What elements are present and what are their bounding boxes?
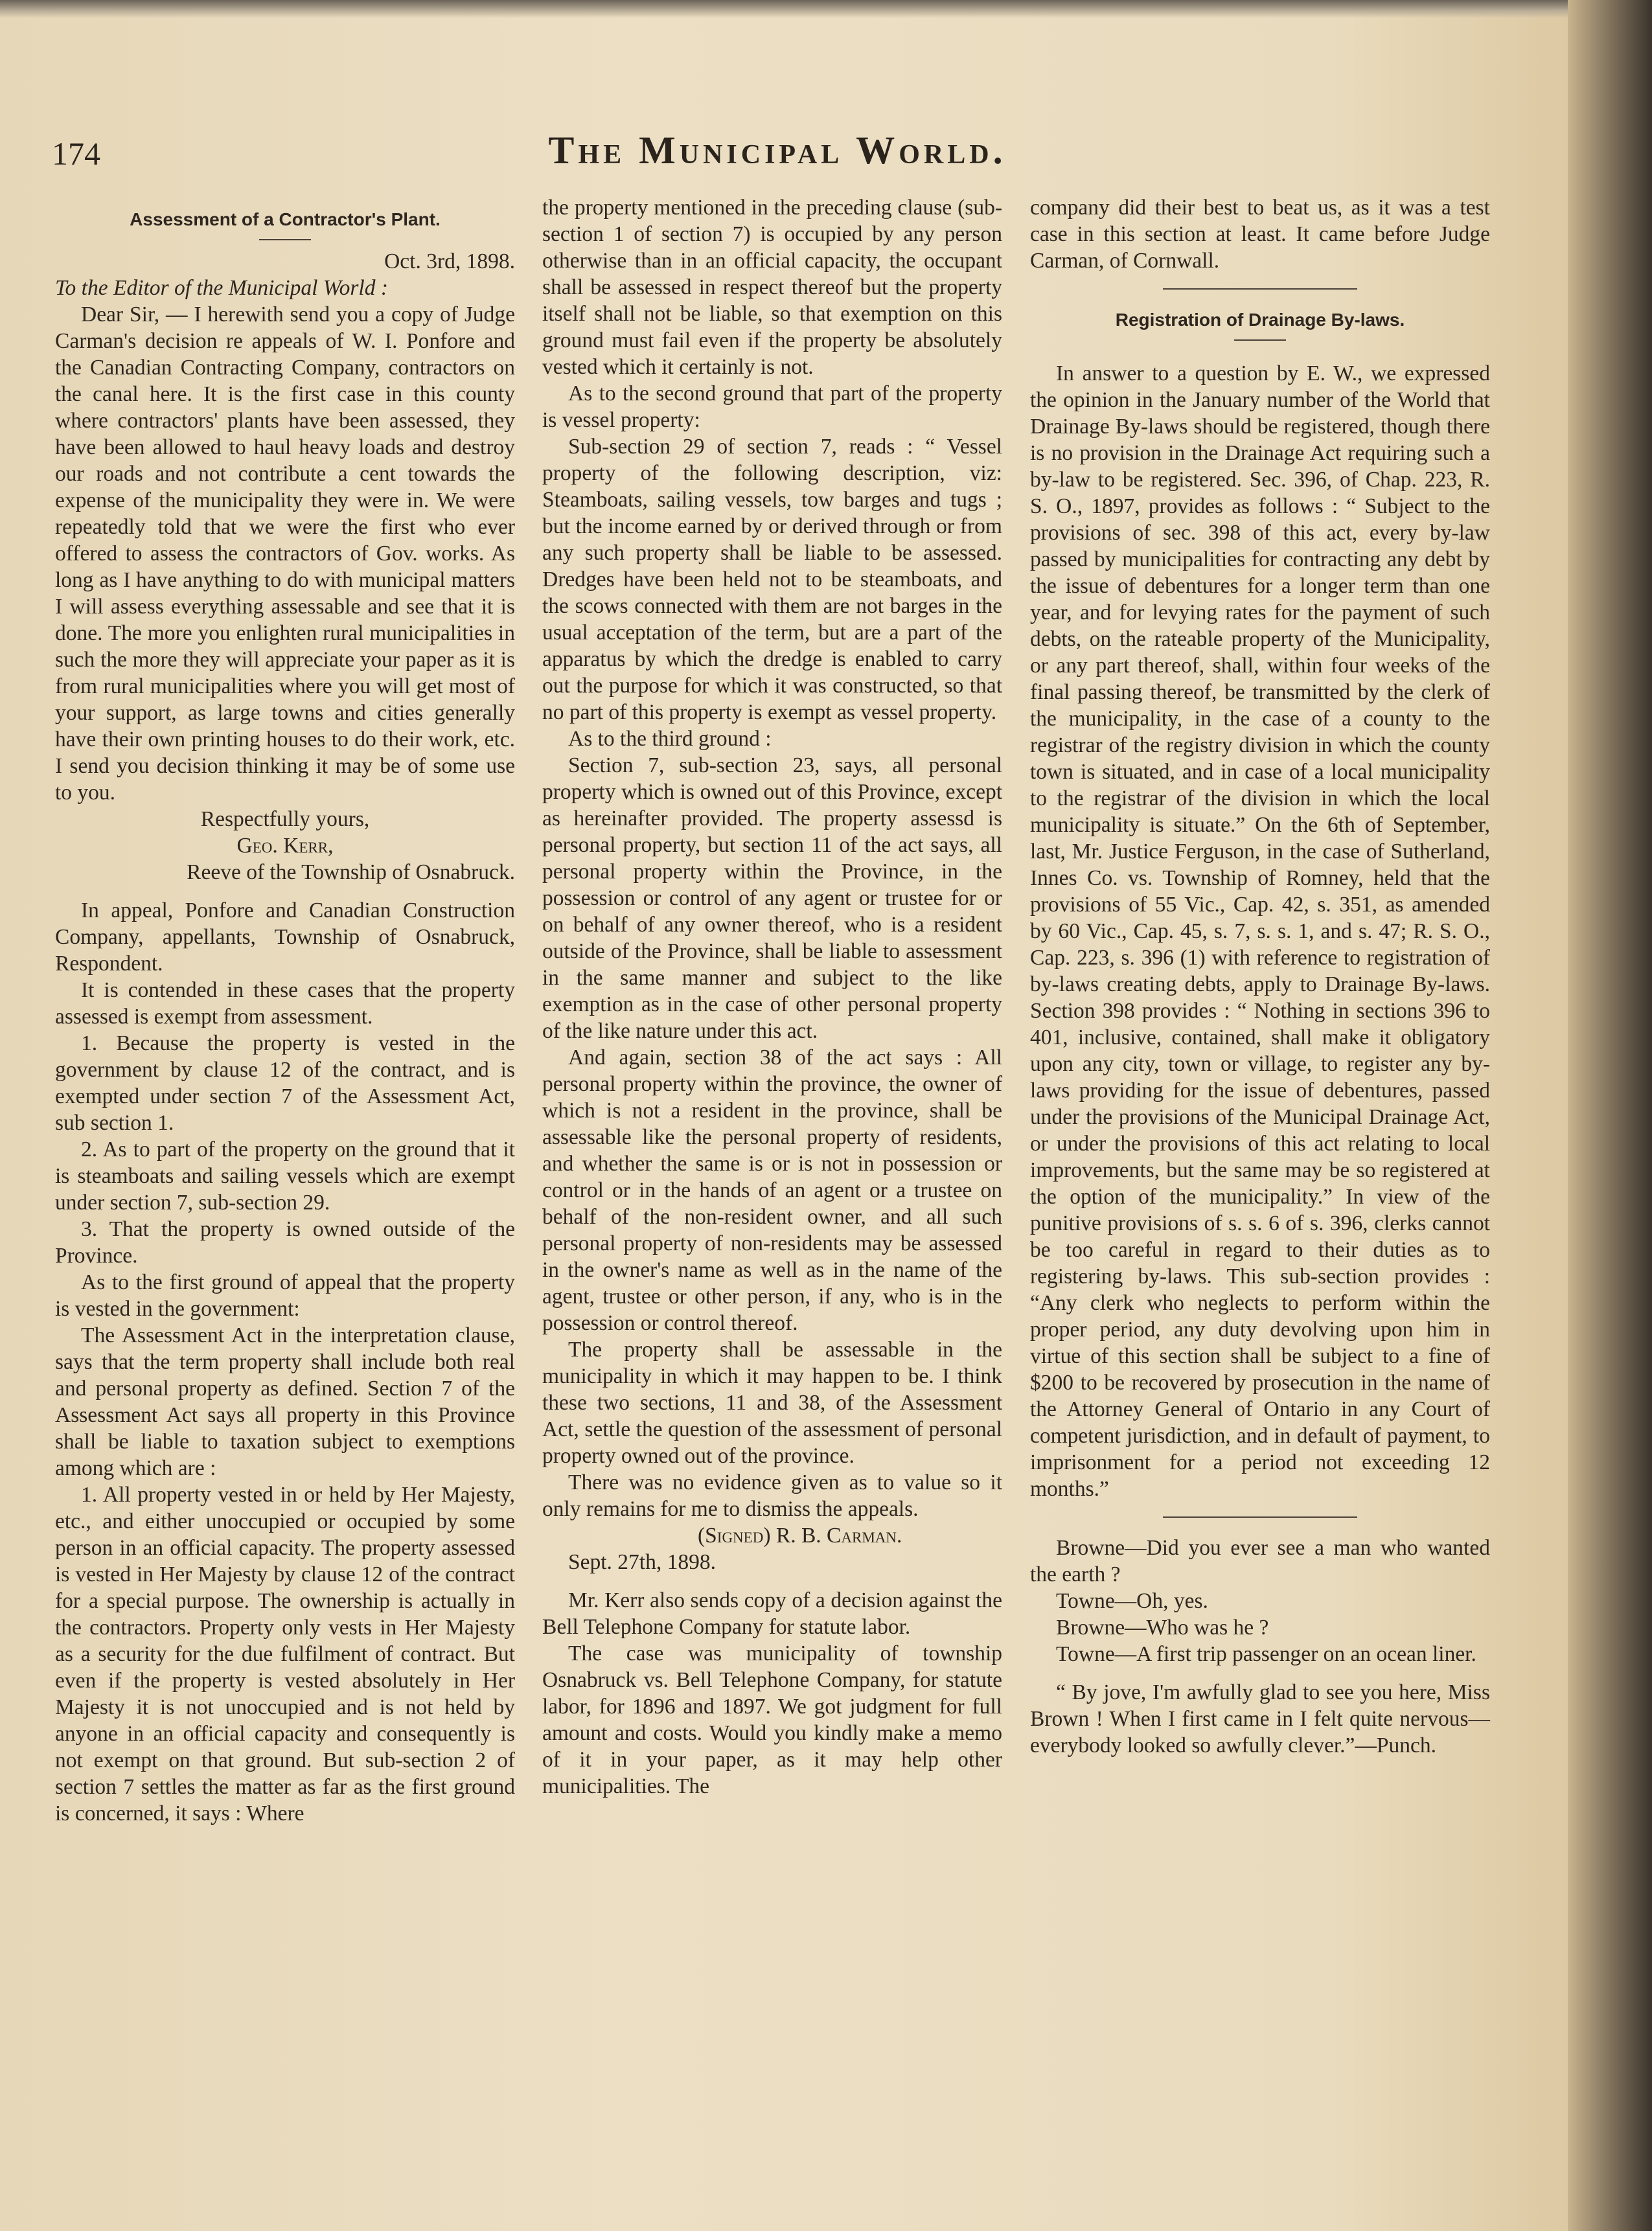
paragraph: The property shall be assessable in the municipality in which it may happen to be. I think these two sections, 11 and 38, of the Assessment Act, settle the question of the assessment of personal property owned out of the province. [542, 1338, 1002, 1468]
paragraph: As to the first ground of appeal that the property is vested in the government: [55, 1270, 515, 1321]
paragraph: 2. As to part of the property on the ground that it is steamboats and sailing vessels which are exempt under section 7, sub-section 29. [55, 1138, 515, 1215]
article-columns [55, 194, 1506, 2177]
column-1 [55, 194, 515, 1827]
paragraph: And again, section 38 of the act says : All personal property within the province, the owner of which is not a resident in the province, shall be assessable like the personal property of residents, and whether the same is or is not in possession or control or in the hands of an agent or a trustee on behalf of the non-resident owner, and all such personal property of non-residents may be assessed in the owner's name as well as in the name of the agent, trustee or other person, if any, who is in the possession or control thereof. [542, 1046, 1002, 1335]
page-header [52, 123, 1503, 181]
masthead-title: The Municipal World. [548, 129, 1007, 172]
letter-date: Oct. 3rd, 1898. [384, 249, 515, 273]
spacer [1030, 349, 1490, 360]
letter-body: Dear Sir, — I herewith send you a copy of Judge Carman's decision re appeals of W. I. Ponfore and the Canadian Contracting Company, contractors on the canal here. It is the first case in this county where contractors' plants have been assessed, they have been allowed to haul heavy loads and destroy our roads and not contribute a cent towards the expense of the municipality they were in. We were repeatedly told that we were the first who ever offered to assess the contractors of Gov. works. As long as I have anything to do with municipal matters I will assess everything assessable and see that it is done. The more you enlighten rural municipalities in such the more they will appreciate your paper as it is from rural municipalities where you will get most of your support, as large towns and cities generally have their own printing houses to do their work, etc. I send you decision thinking it may be of some use to you. [55, 303, 515, 805]
column-2 [542, 194, 1002, 1800]
joke-line: Towne—A first trip passenger on an ocean liner. [1056, 1642, 1476, 1666]
paragraph: As to the third ground : [568, 727, 772, 751]
spacer [1030, 1667, 1490, 1679]
paragraph: 1. All property vested in or held by Her Majesty, etc., and either unoccupied or occupied by some person in an official capacity. The property assessed is vested in Her Majesty by clause 12 of the contract for a special purpose. The ownership is actually in the contractors. Property only vests in Her Majesty as a security for the due fulfilment of contract. But even if the property is vested absolutely in Her Majesty it is not unoccupied and is not held by anyone in an official capacity and consequently is not exempt on that ground. But sub-section 2 of section 7 settles the matter as far as the first ground is concerned, it says : Where [55, 1483, 515, 1825]
letter-signer-title: Reeve of the Township of Osnabruck. [187, 860, 515, 884]
joke-line: Browne—Who was he ? [1056, 1616, 1269, 1640]
letter-signer: Geo. Kerr, [236, 834, 334, 858]
paragraph: the property mentioned in the preceding clause (sub-section 1 of section 7) is occupied by any person otherwise than in an official capacity, the occupant shall be assessed in respect thereof but the property itself shall not be liable, so that exemption on this ground must fail even if the property be absolutely vested which it certainly is not. [542, 196, 1002, 379]
heading-divider [1234, 339, 1286, 341]
section-divider [1163, 1516, 1357, 1518]
joke-line: “ By jove, I'm awfully glad to see you here, Miss Brown ! When I first came in I felt quite nervous—everybody looked so awfully clever.”—Punch. [1030, 1680, 1490, 1757]
column-3 [1030, 194, 1490, 1759]
article-heading-drainage-bylaws: Registration of Drainage By-laws. [1115, 310, 1405, 330]
paragraph: company did their best to beat us, as it was a test case in this section at least. It came before Judge Carman, of Cornwall. [1030, 196, 1490, 273]
paragraph: The case was municipality of township Osnabruck vs. Bell Telephone Company, for statute labor, for 1896 and 1897. We got judgment for full amount and costs. Would you kindly make a memo of it in your paper, as it may help other municipalities. The [542, 1642, 1002, 1798]
paragraph: Mr. Kerr also sends copy of a decision against the Bell Telephone Company for statute labor. [542, 1588, 1002, 1639]
heading-divider [259, 239, 311, 240]
paragraph: In answer to a question by E. W., we expressed the opinion in the January number of the World that Drainage By-laws should be registered, though there is no provision in the Drainage Act requiring such a by-law to be registered. Sec. 396, of Chap. 223, R. S. O., 1897, provides as follows : “ Subject to the provisions of sec. 398 of this act, every by-law passed by municipalities for contracting any debt by the issue of debentures for a longer term than one year, and for levying rates for the payment of such debts, on the rateable property of the Municipality, or any part thereof, shall, within four weeks of the final passing thereof, be transmitted by the clerk of the municipality, in the case of a county to the registrar of the registry division in which the county town is situated, and in case of a local municipality to the registrar of the division in which the local municipality is situate.” On the 6th of September, last, Mr. Justice Ferguson, in the case of Sutherland, Innes Co. vs. Township of Romney, held that the provisions of 55 Vic., Cap. 42, s. 351, as amended by 60 Vic., Cap. 45, s. 7, s. s. 1, and s. 47; R. S. O., Cap. 223, s. 396 (1) with reference to registration of by-laws creating debts, apply to Drainage By-laws. Section 398 provides : “ Nothing in sections 396 to 401, inclusive, contained, shall make it obligatory upon any city, town or village, to register any by-laws providing for the issue of debentures, passed under the provisions of the Municipal Drainage Act, or under the provisions of this act relating to local improvements, but the same may be so registered at the option of the municipality.” In view of the punitive provisions of s. s. 6 of s. 396, clerks cannot be too careful in regard to their duties as to registering by-laws. This sub-section provides : “Any clerk who neglects to perform within the proper period, any duty devolving upon him in virtue of this section shall be subject to a fine of $200 to be recovered by prosecution in the name of the Attorney General of Ontario in any Court of competent jurisdiction, and in default of payment, to imprisonment for a period not exceeding 12 months.” [1030, 361, 1490, 1501]
paragraph: There was no evidence given as to value so it only remains for me to dismiss the appeals. [542, 1470, 1002, 1521]
article-heading-contractors-plant: Assessment of a Contractor's Plant. [130, 209, 441, 229]
joke-line: Towne—Oh, yes. [1056, 1589, 1208, 1613]
book-spine-shadow [1568, 0, 1652, 2231]
paragraph: The Assessment Act in the interpretation clause, says that the term property shall include both real and personal property as defined. Section 7 of the Assessment Act says all property in this Province shall be liable to taxation subject to exemptions among which are : [55, 1323, 515, 1480]
paragraph: Section 7, sub-section 23, says, all personal property which is owned out of this Province, except as hereinafter provided. The property assessd is personal property, but section 11 of the act says, all personal property within the Province, in the possession or control of any agent or trustee for or on behalf of any owner thereof, who is a resident outside of the Province, shall be liable to assessment in the same manner and subject to the like exemption as in the case of other personal property of the like nature under this act. [542, 753, 1002, 1043]
letter-salutation: To the Editor of the Municipal World : [55, 276, 388, 300]
spacer [55, 886, 515, 897]
decision-date: Sept. 27th, 1898. [568, 1550, 716, 1574]
letter-closing: Respectfully yours, [200, 807, 370, 831]
page-number: 174 [52, 135, 100, 172]
page-top-edge [0, 0, 1568, 18]
paragraph: 1. Because the property is vested in the government by clause 12 of the contract, and is exempted under section 7 of the Assessment Act, sub section 1. [55, 1031, 515, 1135]
spacer [542, 1575, 1002, 1587]
paragraph: As to the second ground that part of the property is vessel property: [542, 382, 1002, 432]
decision-signature: (Signed) R. B. Carman. [698, 1524, 902, 1548]
paragraph: In appeal, Ponfore and Canadian Construction Company, appellants, Township of Osnabruck, Respondent. [55, 898, 515, 976]
joke-line: Browne—Did you ever see a man who wanted the earth ? [1030, 1536, 1490, 1586]
paragraph: It is contended in these cases that the property assessed is exempt from assessment. [55, 978, 515, 1029]
paragraph: Sub-section 29 of section 7, reads : “ Vessel property of the following description, viz: Steamboats, sailing vessels, tow barges and tugs ; but the income earned by or derived through or from any such property shall be liable to be assessed. Dredges have been held not to be steamboats, and the scows connected with them are not barges in the usual acceptation of the term, but are a part of the apparatus by which the dredge is enabled to carry out the purpose for which it was constructed, so that no part of this property is exempt as vessel property. [542, 435, 1002, 724]
section-divider [1163, 288, 1357, 290]
paragraph: 3. That the property is owned outside of the Province. [55, 1217, 515, 1268]
